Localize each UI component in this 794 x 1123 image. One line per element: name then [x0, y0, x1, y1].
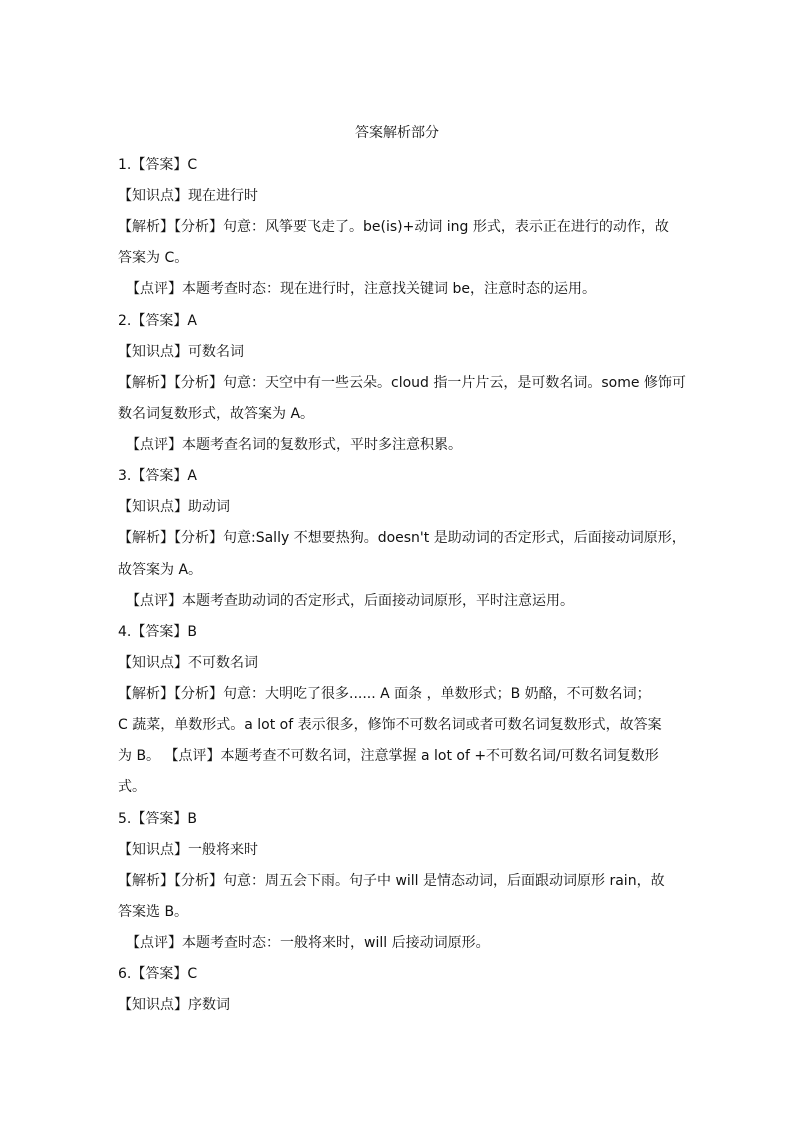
page-title: 答案解析部分: [355, 125, 439, 141]
analysis-line: 数名词复数形式，故答案为 A。: [118, 406, 315, 422]
knowledge-point-line: 【知识点】不可数名词: [118, 655, 258, 671]
analysis-line: 故答案为 A。: [118, 562, 203, 578]
analysis-line: 为 B。 【点评】本题考查不可数名词，注意掌握 a lot of +不可数名词/可数名词复数形: [118, 748, 659, 764]
analysis-line: 【解析】【分析】句意：天空中有一些云朵。cloud 指一片片云，是可数名词。some 修饰可: [118, 375, 686, 391]
answer-line: 2.【答案】A: [118, 313, 197, 329]
comment-line: 【点评】本题考查名词的复数形式，平时多注意积累。: [126, 437, 462, 453]
analysis-line: 答案为 C。: [118, 250, 189, 266]
answer-line: 1.【答案】C: [118, 157, 198, 173]
knowledge-point-line: 【知识点】现在进行时: [118, 188, 258, 204]
answer-line: 3.【答案】A: [118, 468, 197, 484]
analysis-line: 【解析】【分析】句意：大明吃了很多...... A 面条 ，单数形式；B 奶酪，不可数名词；: [118, 686, 651, 702]
comment-line: 【点评】本题考查助动词的否定形式，后面接动词原形，平时注意运用。: [126, 593, 574, 609]
analysis-line: 式。: [118, 779, 146, 795]
comment-line: 【点评】本题考查时态：一般将来时，will 后接动词原形。: [126, 935, 490, 951]
knowledge-point-line: 【知识点】可数名词: [118, 344, 244, 360]
knowledge-point-line: 【知识点】助动词: [118, 499, 230, 515]
analysis-line: 【解析】【分析】句意：周五会下雨。句子中 will 是情态动词，后面跟动词原形 rain，故: [118, 873, 665, 889]
knowledge-point-line: 【知识点】序数词: [118, 997, 230, 1013]
answer-line: 6.【答案】C: [118, 966, 198, 982]
analysis-line: 【解析】【分析】句意:Sally 不想要热狗。doesn't 是助动词的否定形式，后面接动词原形，: [118, 530, 686, 546]
answer-line: 5.【答案】B: [118, 811, 197, 827]
analysis-line: C 蔬菜，单数形式。a lot of 表示很多，修饰不可数名词或者可数名词复数形式，故答案: [118, 717, 662, 733]
analysis-line: 【解析】【分析】句意：风筝要飞走了。be(is)+动词 ing 形式，表示正在进行的动作，故: [118, 219, 669, 235]
answer-line: 4.【答案】B: [118, 624, 197, 640]
comment-line: 【点评】本题考查时态：现在进行时，注意找关键词 be，注意时态的运用。: [126, 281, 596, 297]
analysis-line: 答案选 B。: [118, 904, 189, 920]
knowledge-point-line: 【知识点】一般将来时: [118, 842, 258, 858]
